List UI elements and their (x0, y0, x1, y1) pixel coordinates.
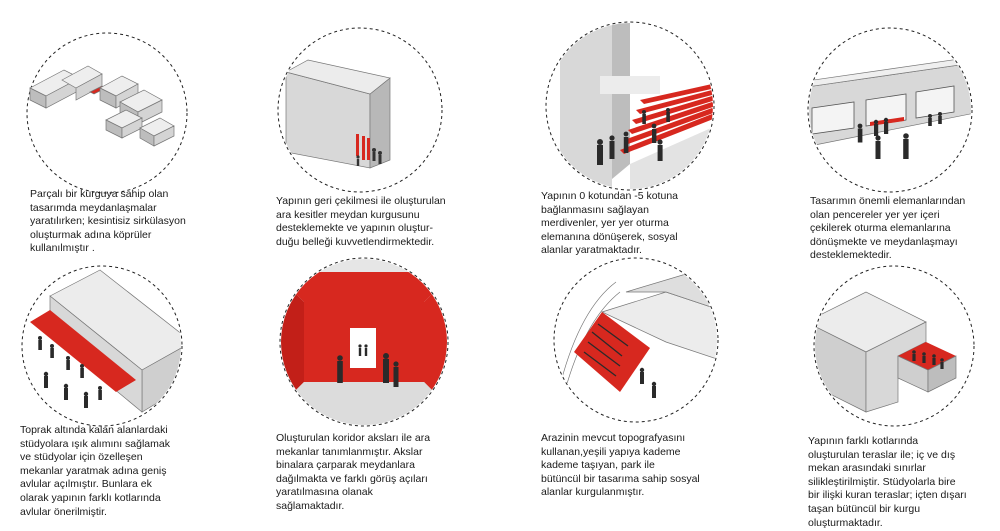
caption-line: avlular açılmıştır. Bunlara ek (20, 478, 152, 491)
caption-line: dönüşmekte ve meydanlaşmayı (810, 235, 958, 248)
caption-line: alanlar kurgulanmıştır. (541, 486, 645, 499)
caption-line: elemanına dönüşerek, sosyal (541, 230, 678, 243)
caption-line: Yapının 0 kotundan -5 kotuna (541, 190, 678, 202)
caption-line: stüdyolara ışık alımını sağlamak (20, 437, 170, 450)
caption-line: mekanlar yaratmak adına geniş (20, 464, 167, 477)
caption-line: mekanlar tanımlanmıştır. Akslar (276, 445, 423, 458)
dashed-frame (27, 33, 187, 193)
caption-line: tasarımda meydanlaşmalar (30, 201, 157, 214)
caption-line: Oluşturulan koridor aksları ile ara (276, 432, 431, 444)
caption-line: ve stüdyolar için özelleşen (20, 451, 143, 464)
panel-3-caption (541, 190, 756, 258)
caption-line: duğu belleği kuvvetlendirmektedir. (276, 235, 435, 248)
caption-line: yaratılmasına olanak (276, 486, 373, 499)
caption-line: kullanan,yeşili yapıya kademe (541, 445, 681, 458)
panel-7-illustration (546, 252, 726, 432)
caption-line: Yapının farklı kotlarında (808, 435, 919, 447)
panel-1-caption (30, 188, 245, 256)
caption-line: Parçalı bir kurguya sahip olan (30, 188, 169, 200)
caption-line: Toprak altında kalan alanlardaki (20, 424, 168, 436)
caption-line: merdivenler, yer yer oturma (541, 217, 669, 230)
caption-line: olan pencereler yer yer içeri (810, 208, 940, 221)
caption-line: yaratılırken; kesintisiz sirkülasyon (30, 215, 186, 228)
caption-line: sağlamaktadır. (276, 499, 345, 512)
caption-line: desteklemektedir. (810, 249, 892, 262)
caption-line: olarak yapının farklı kotlarında (20, 491, 161, 504)
panel-2-caption (276, 195, 491, 249)
caption-line: dağılmakta ve farklı görüş açıları (276, 472, 428, 485)
panel-4-caption (810, 195, 1000, 263)
caption-line: Yapının geri çekilmesi ile oluşturulan (276, 195, 446, 207)
panel-6-caption (276, 432, 491, 514)
caption-line: oluşturulan teraslar ile; iç ve dış (808, 448, 956, 461)
panel-5-caption (20, 424, 235, 519)
caption-line: silikleştirilmiştir. Stüdyolarla bire (808, 475, 956, 488)
setback-red (356, 134, 359, 156)
caption-line: oluşturmaktadır. (808, 516, 883, 529)
panel-1-illustration (22, 28, 192, 198)
caption-line: bir ilişki kuran teraslar; içten dışarı (808, 489, 967, 502)
caption-line: desteklemekte ve yapının oluştur- (276, 222, 433, 235)
caption-line: Tasarımın önemli elemanlarından (810, 195, 966, 207)
caption-line: bütüncül bir tasarıma sahip sosyal (541, 472, 700, 485)
corridor-scene (274, 252, 454, 432)
panel-6-illustration (274, 252, 454, 432)
caption-line: kullanılmıştır . (30, 242, 95, 255)
panel-8-caption (808, 435, 1000, 530)
caption-line: oluşturmak adına köprüler (30, 228, 152, 241)
caption-line: binalara çarparak meydanlara (276, 459, 415, 472)
caption-line: taşan bütüncül bir kurgu (808, 502, 921, 515)
panel-4-illustration (800, 22, 980, 202)
caption-line: mekan arasındaki sınırlar (808, 462, 926, 475)
caption-line: çekilerek oturma elemanlarına (810, 222, 951, 235)
caption-line: ara kesitler meydan kurgusunu (276, 208, 420, 221)
panel-5-illustration (10, 262, 192, 432)
panel-2-illustration (270, 20, 450, 200)
panel-8-illustration (806, 262, 982, 438)
panel-7-caption (541, 432, 756, 500)
caption-line: avlular önerilmiştir. (20, 505, 107, 518)
building-mass (270, 20, 450, 200)
caption-line: alanlar yaratmaktadır. (541, 244, 642, 257)
panel-3-illustration (540, 14, 720, 196)
caption-line: bağlanmasını sağlayan (541, 203, 649, 216)
caption-line: kademe taşıyan, park ile (541, 459, 655, 472)
caption-line: Arazinin mevcut topografyasını (541, 432, 686, 444)
